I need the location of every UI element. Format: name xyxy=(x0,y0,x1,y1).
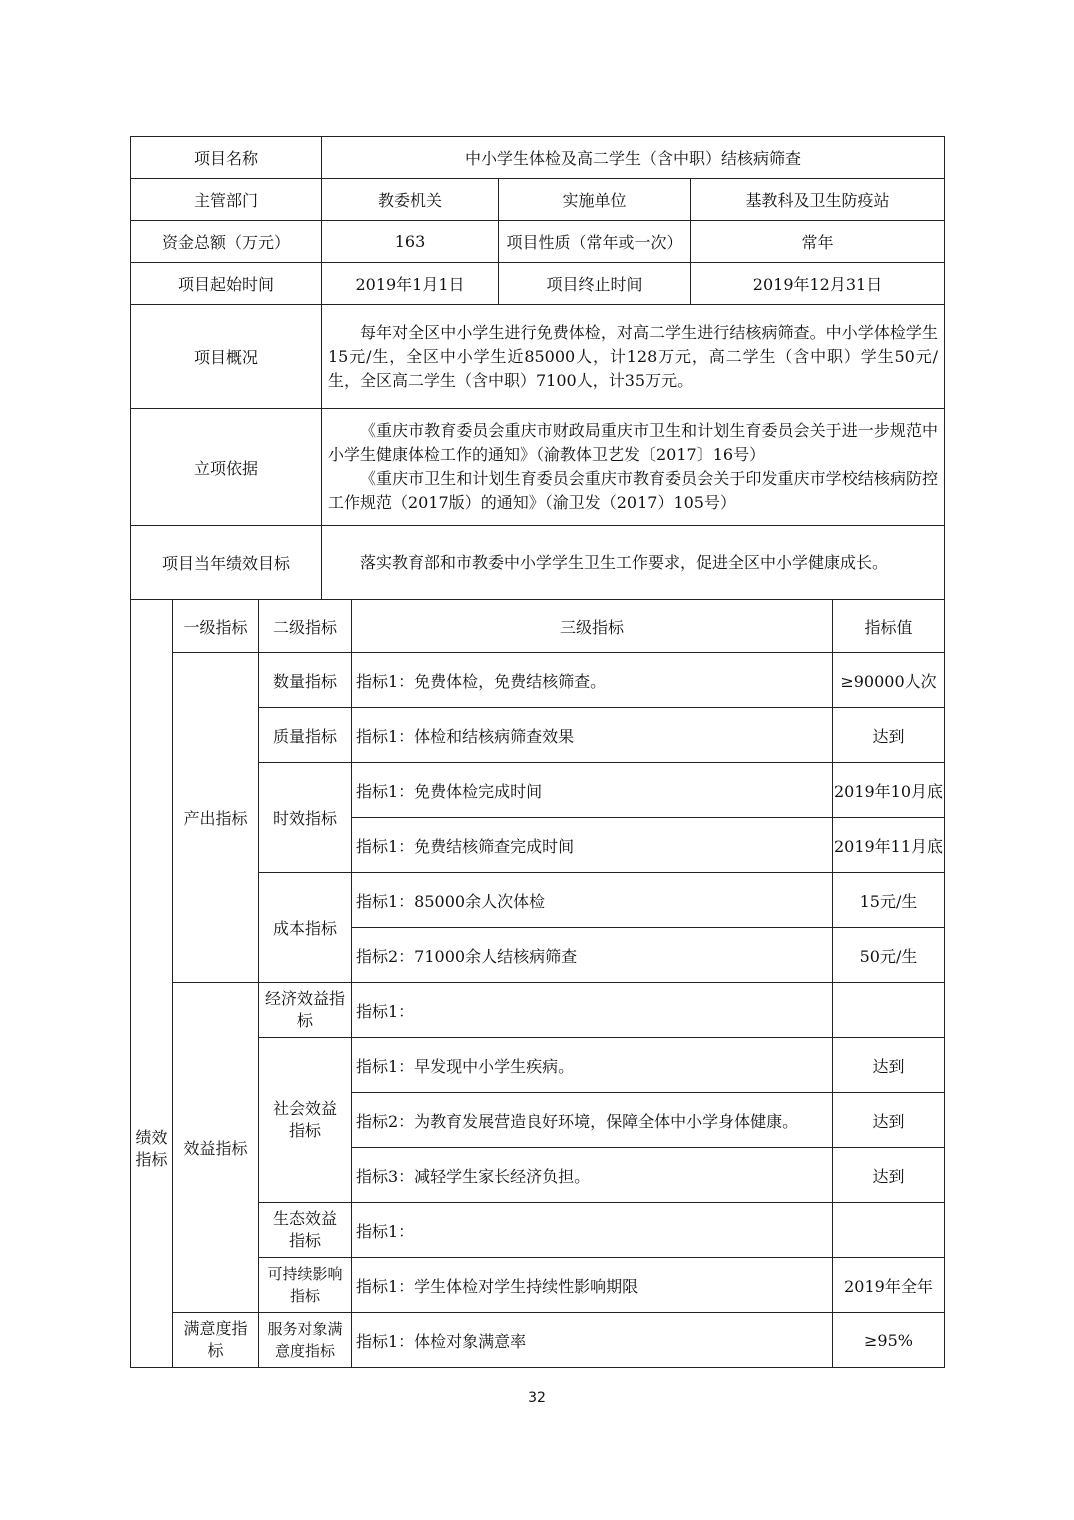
row-fund xyxy=(131,221,945,263)
col-level1: 一级指标 xyxy=(173,600,259,653)
indicator-text: 指标1： xyxy=(352,983,833,1038)
timeliness-indicator-label: 时效指标 xyxy=(259,763,352,873)
indicators-header-row xyxy=(131,600,945,653)
satisfaction-indicators-label: 满意度指标 xyxy=(173,1313,259,1368)
quality-indicator-label: 质量指标 xyxy=(259,708,352,763)
indicator-text: 指标1：免费结核筛查完成时间 xyxy=(352,818,833,873)
goal-label: 项目当年绩效目标 xyxy=(131,526,322,600)
sustainability-label: 可持续影响指标 xyxy=(259,1258,352,1313)
indicator-value: 2019年全年 xyxy=(833,1258,945,1313)
overview-label: 项目概况 xyxy=(131,305,322,409)
indicator-value: ≥90000人次 xyxy=(833,653,945,708)
nature-label: 项目性质（常年或一次） xyxy=(499,221,691,263)
indicator-value xyxy=(833,983,945,1038)
project-name-label: 项目名称 xyxy=(131,137,322,179)
row-basis xyxy=(131,409,945,526)
basis-label: 立项依据 xyxy=(131,409,322,526)
row-project-name xyxy=(131,137,945,179)
page-number: 32 xyxy=(528,1390,546,1406)
indicator-value: ≥95% xyxy=(833,1313,945,1368)
indicator-text: 指标2：71000余人结核病筛查 xyxy=(352,928,833,983)
indicator-value: 50元/生 xyxy=(833,928,945,983)
indicator-text: 指标1：学生体检对学生持续性影响期限 xyxy=(352,1258,833,1313)
row-goal xyxy=(131,526,945,600)
goal-text: 落实教育部和市教委中小学学生卫生工作要求，促进全区中小学健康成长。 xyxy=(360,552,889,572)
implementer-value: 基教科及卫生防疫站 xyxy=(691,179,945,221)
indicator-text: 指标2：为教育发展营造良好环境，保障全体中小学身体健康。 xyxy=(352,1093,833,1148)
indicator-text: 指标3：减轻学生家长经济负担。 xyxy=(352,1148,833,1203)
indicator-value: 达到 xyxy=(833,708,945,763)
nature-value: 常年 xyxy=(691,221,945,263)
indicator-value: 达到 xyxy=(833,1038,945,1093)
indicator-text: 指标1：早发现中小学生疾病。 xyxy=(352,1038,833,1093)
row-dates xyxy=(131,263,945,305)
basis-paragraph-1: 《重庆市教育委员会重庆市财政局重庆市卫生和计划生育委员会关于进一步规范中小学生健康体检工作的通知》（渝教体卫艺发〔2017〕16号） xyxy=(328,421,939,464)
service-satisfaction-label: 服务对象满意度指标 xyxy=(259,1313,352,1368)
table-row xyxy=(131,653,945,708)
indicator-value: 达到 xyxy=(833,1148,945,1203)
col-level3: 三级指标 xyxy=(352,600,833,653)
fund-label: 资金总额（万元） xyxy=(131,221,322,263)
end-value: 2019年12月31日 xyxy=(691,263,945,305)
fund-value: 163 xyxy=(322,221,499,263)
row-department xyxy=(131,179,945,221)
indicator-text: 指标1：85000余人次体检 xyxy=(352,873,833,928)
row-overview xyxy=(131,305,945,409)
project-info-table xyxy=(130,136,945,600)
implementer-label: 实施单位 xyxy=(499,179,691,221)
indicator-value: 2019年10月底 xyxy=(833,763,945,818)
economic-benefit-label: 经济效益指标 xyxy=(259,983,352,1038)
basis-paragraph-2: 《重庆市卫生和计划生育委员会重庆市教育委员会关于印发重庆市学校结核病防控工作规范（2017版）的通知》（渝卫发（2017）105号） xyxy=(328,469,939,512)
table-row xyxy=(131,983,945,1038)
start-label: 项目起始时间 xyxy=(131,263,322,305)
indicator-value xyxy=(833,1203,945,1258)
table-row xyxy=(131,1313,945,1368)
indicator-text: 指标1： xyxy=(352,1203,833,1258)
performance-indicators-label: 绩效指标 xyxy=(131,600,173,1368)
col-level2: 二级指标 xyxy=(259,600,352,653)
cost-indicator-label: 成本指标 xyxy=(259,873,352,983)
basis-cell xyxy=(322,409,945,526)
col-value: 指标值 xyxy=(833,600,945,653)
performance-indicators-table xyxy=(130,599,945,1368)
quantity-indicator-label: 数量指标 xyxy=(259,653,352,708)
department-label: 主管部门 xyxy=(131,179,322,221)
department-value: 教委机关 xyxy=(322,179,499,221)
end-label: 项目终止时间 xyxy=(499,263,691,305)
project-name-value: 中小学生体检及高二学生（含中职）结核病筛查 xyxy=(322,137,945,179)
indicator-text: 指标1：体检对象满意率 xyxy=(352,1313,833,1368)
indicator-value: 达到 xyxy=(833,1093,945,1148)
overview-cell xyxy=(322,305,945,409)
indicator-value: 2019年11月底 xyxy=(833,818,945,873)
indicator-text: 指标1：免费体检完成时间 xyxy=(352,763,833,818)
overview-text: 每年对全区中小学生进行免费体检，对高二学生进行结核病筛查。中小学体检学生15元/生，全区中小学生近85000人，计128万元，高二学生（含中职）学生50元/生，全区高二学生（含中职）7100人，计35万元。 xyxy=(328,322,939,390)
goal-cell xyxy=(322,526,945,600)
benefit-indicators-label: 效益指标 xyxy=(173,983,259,1313)
indicator-text: 指标1：免费体检，免费结核筛查。 xyxy=(352,653,833,708)
social-benefit-label: 社会效益指标 xyxy=(259,1038,352,1203)
indicator-value: 15元/生 xyxy=(833,873,945,928)
indicator-text: 指标1：体检和结核病筛查效果 xyxy=(352,708,833,763)
start-value: 2019年1月1日 xyxy=(322,263,499,305)
output-indicators-label: 产出指标 xyxy=(173,653,259,983)
ecology-benefit-label: 生态效益指标 xyxy=(259,1203,352,1258)
